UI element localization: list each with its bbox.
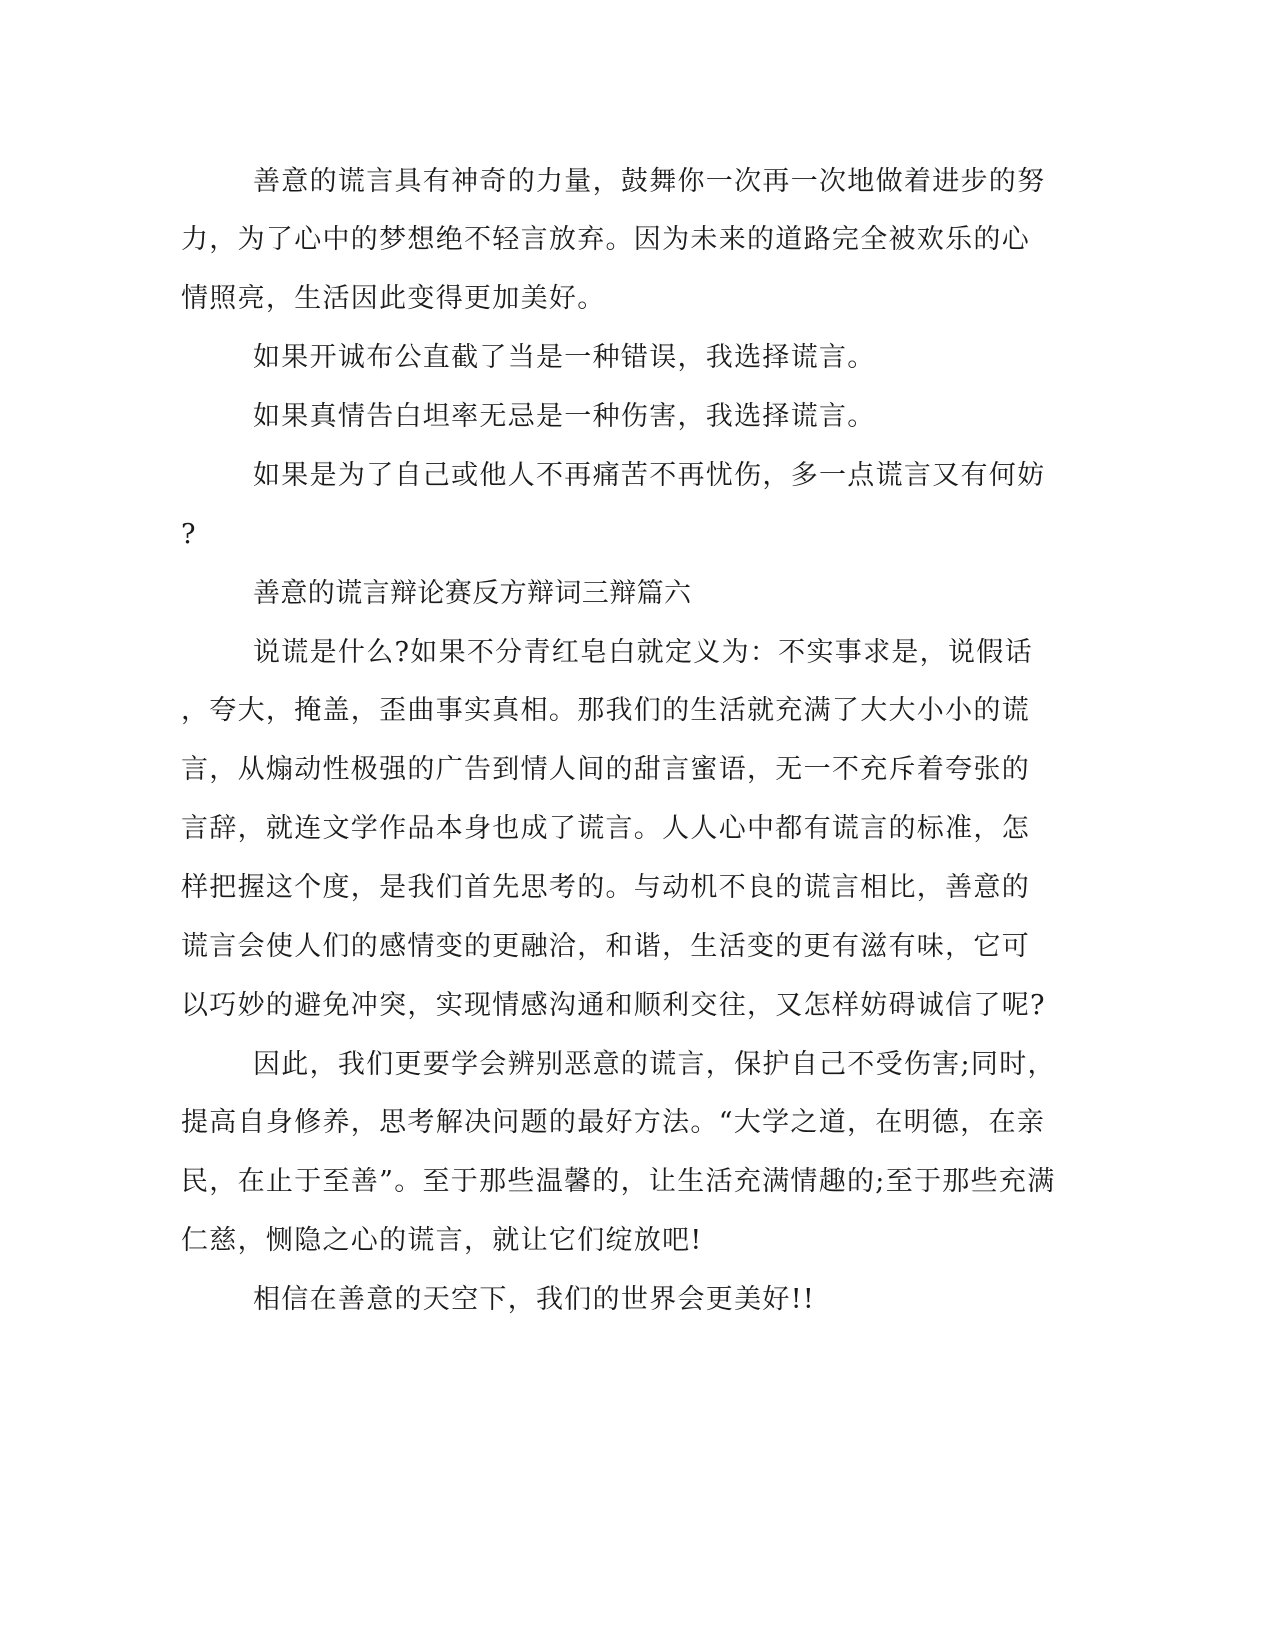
line-text: 如果真情告白坦率无忌是一种伤害，我选择谎言。: [253, 401, 876, 432]
paragraph-line: [0, 750, 1275, 790]
line-text: 言，从煽动性极强的广告到情人间的甜言蜜语，无一不充斥着夸张的: [181, 754, 1030, 785]
paragraph-line: [0, 162, 1275, 202]
paragraph-line: [0, 633, 1275, 673]
line-text: 言辞，就连文学作品本身也成了谎言。人人心中都有谎言的标准，怎: [181, 813, 1030, 844]
paragraph-line: [0, 1103, 1275, 1143]
line-text: ?: [181, 519, 197, 550]
line-text: 说谎是什么?如果不分青红皂白就定义为：不实事求是，说假话: [253, 637, 1033, 668]
line-text: ，夸大，掩盖，歪曲事实真相。那我们的生活就充满了大大小小的谎: [181, 695, 1030, 726]
line-text: 以巧妙的避免冲突，实现情感沟通和顺利交往，又怎样妨碍诚信了呢?: [181, 990, 1046, 1021]
paragraph-line: [0, 868, 1275, 908]
line-text: 提高自身修养，思考解决问题的最好方法。“大学之道，在明德，在亲: [181, 1107, 1046, 1138]
paragraph-line: [0, 809, 1275, 849]
heading-text: 善意的谎言辩论赛反方辩词三辩篇六: [253, 578, 692, 609]
paragraph-line: [0, 279, 1275, 319]
paragraph-line: [0, 986, 1275, 1026]
line-text: 相信在善意的天空下，我们的世界会更美好!!: [253, 1284, 815, 1315]
paragraph-line: [0, 1280, 1275, 1320]
paragraph-line: [0, 691, 1275, 731]
paragraph-line: [0, 1045, 1275, 1085]
paragraph-line: [0, 927, 1275, 967]
line-text: 仁慈，恻隐之心的谎言，就让它们绽放吧!: [181, 1225, 703, 1256]
line-text: 民，在止于至善”。至于那些温馨的，让生活充满情趣的;至于那些充满: [181, 1166, 1056, 1197]
line-text: 谎言会使人们的感情变的更融洽，和谐，生活变的更有滋有味，它可: [181, 931, 1030, 962]
line-text: 样把握这个度，是我们首先思考的。与动机不良的谎言相比，善意的: [181, 872, 1030, 903]
paragraph-line: [0, 456, 1275, 496]
paragraph-line: [0, 397, 1275, 437]
paragraph-line: [0, 1221, 1275, 1261]
paragraph-line: [0, 220, 1275, 260]
paragraph-line: [0, 1162, 1275, 1202]
line-text: 情照亮，生活因此变得更加美好。: [181, 283, 606, 314]
line-text: 善意的谎言具有神奇的力量，鼓舞你一次再一次地做着进步的努: [253, 166, 1046, 197]
line-text: 因此，我们更要学会辨别恶意的谎言，保护自己不受伤害;同时，: [253, 1049, 1056, 1080]
paragraph-line: [0, 338, 1275, 378]
paragraph-line: [0, 515, 1275, 555]
line-text: 如果是为了自己或他人不再痛苦不再忧伤，多一点谎言又有何妨: [253, 460, 1046, 491]
line-text: 如果开诚布公直截了当是一种错误，我选择谎言。: [253, 342, 876, 373]
line-text: 力，为了心中的梦想绝不轻言放弃。因为未来的道路完全被欢乐的心: [181, 224, 1030, 255]
section-heading: [0, 574, 1275, 614]
